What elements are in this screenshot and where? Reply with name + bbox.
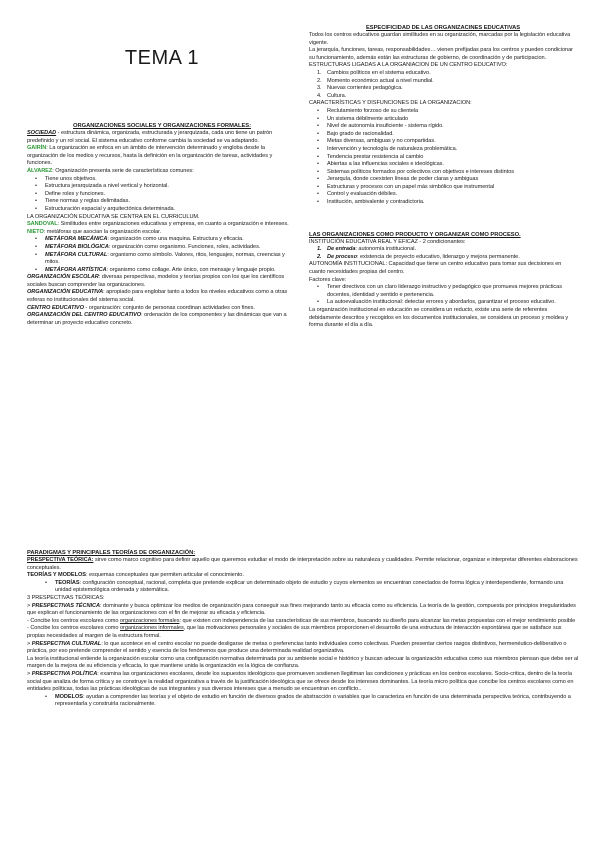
section-heading-producto-proceso: LAS ORGANIZACIONES COMO PRODUCTO Y ORGANIZAR COMO PROCESO.	[309, 231, 521, 238]
text-sandoval: : Similitudes entre organizaciones educativas y empresa, en cuanto a organización e intereses.	[57, 221, 289, 228]
paragraph: Todos los centros educativos guardan similitudes en su organización, marcadas por la legislación educativa vigente.	[309, 32, 571, 46]
text-metafora: : organización como una maquina. Estructura y eficacia.	[107, 236, 244, 243]
text-gairin: : La organización se enfoca en un ámbito de intervención determinado y engloba desde la organización de los medios y recursos, hasta la definición en la organización de tareas, actividades y funciones.	[27, 145, 273, 167]
text-condicionante: : autonomía institucional.	[355, 246, 417, 253]
list-factores	[309, 284, 577, 307]
term-cultural: PRESPECTIVA CULTURAL	[31, 640, 102, 647]
text-metafora: : organismo como collage. Arte único, con mensaje y lenguaje propio.	[106, 266, 276, 273]
list-item	[27, 267, 297, 275]
section-heading-organizaciones: ORGANIZACIONES SOCIALES Y ORGANIZACIONES FORMALES:	[73, 123, 251, 129]
term-metafora: METÁFORA MECÁNICA	[45, 236, 108, 243]
paragraph-curriculum: LA ORGANIZACIÓN EDUCATIVA SE CENTRA EN EL CURRICULUM.	[27, 213, 200, 220]
term-sociedad: SOCIEDAD	[27, 130, 57, 136]
term-tecnica: PRESPECTIVAS TÉCNICA	[31, 602, 100, 609]
prefix: >	[27, 670, 32, 677]
paragraph-sociedad	[27, 130, 297, 145]
paragraph-tres-perspectivas: 3 PRESPECTIVAS TEÓRICAS:	[27, 594, 105, 601]
term-teorias-item: TEORÍAS	[55, 579, 80, 586]
list-item-text: Cambios políticos en el sistema educativo.	[327, 69, 431, 76]
text-alvarez: : Organización presenta serie de características comunes:	[52, 167, 194, 174]
text-cultural: : lo que acontece en el centro escolar no puede desligarse de metas o preferencias tanto individuales como colectivas. Pueden presentar ciertos rasgos distintivos, hermenéutico-deliberativo o práctica, por eso pretende comprender el sentido y esencia de los fenómenos que produce una determinada realidad organizativa.	[27, 640, 567, 655]
text-nieto: : metáforas que asocian la organización escolar.	[43, 228, 162, 235]
text-condicionante: : existencia de proyecto educativo, liderazgo y mejora permanente.	[356, 253, 520, 260]
term-def: ORGANIZACIÓN DEL CENTRO EDUCATIVO	[27, 312, 142, 319]
term-metafora: METÁFORA ARTÍSTICA	[45, 266, 107, 273]
paragraph-perspectiva	[27, 557, 579, 572]
text-metafora: : organización como organismo. Funciones, roles, actividades.	[108, 243, 261, 250]
author-sandoval: SANDOVAL	[27, 221, 58, 228]
list-item-text: Cultura.	[327, 92, 347, 99]
list-item: • Define roles y funciones.	[27, 191, 297, 199]
text-teorias-item: : configuración conceptual, racional, completa que pretende explicar un determinado objeto de estudio y cuyos elementos se encuentran conectados de forma lógica y interdependiente, formando una unidad epistemológica ordenada y sistemática.	[55, 579, 564, 594]
list-item: • Nivel de autonomía insuficiente - sistema rígido.	[309, 123, 577, 131]
list-item: • Jerarquía, donde coexisten líneas de poder claras y ambiguas	[309, 176, 577, 184]
term-condicionante: De proceso	[327, 253, 357, 260]
list-number: 2.	[317, 253, 322, 260]
list-item	[27, 236, 297, 244]
list-item: 4. Cultura.	[317, 92, 347, 99]
text-perspectiva: sirve como marco cognitivo para definir aquello que queremos estudiar el modo de interpretación sobre su naturaleza y cualidades. Permite relacionar, organizar e interpretar diferentes elaboraciones conceptuales.	[27, 557, 578, 571]
text-def: : diversas perspectivas, modelos y teorías propios con los que los científicos sociales buscan comprender las organizaciones.	[27, 274, 285, 288]
list-item: • Estructura jerarquizada a nivel vertical y horizontal.	[27, 183, 297, 191]
list-item: 3. Nuevas corrientes pedagógica.	[317, 85, 403, 92]
paragraph-def	[27, 274, 297, 289]
list-item: • Tener directivos con un claro liderazgo instructivo y pedagógico que promueva mejores prácticas docentes, identidad y sentido e pertenencia.	[309, 284, 577, 299]
list-item-text: Nuevas corrientes pedagógica.	[327, 85, 403, 92]
author-gairin: GAIRÍN	[27, 145, 47, 152]
paragraph-cultural-2: La teoría institucional entiende la organización escolar como una configuración normativa determinada por su ambiente social e histórico y buscan adecuar la organización educativa como sus miembros piensan que debe ser al margen de la mejora de su eficiencia y eficacia, lo que mantiene unida la organización es la lógica de confianza.	[27, 655, 579, 670]
text-politica: : examina las organizaciones escolares, desde los supuestos ideológicos que promueven sostienen llegitiman las condiciones y prácticas en los centros escolares. Socio-critica, dentro de la teoría social que analiza de forma crítica y se construye la realidad organizativa a través de la justificación ideológica que se ofrece desde los intereses dominantes. La teoría micro política que concibe los centros escolares como en entidades políticas, todas las prácticas ideológicas de sus integrantes y sus diversos intereses que a menudo se encuentran en conflicto..	[27, 670, 574, 693]
text: : que existen con independencia de las características de sus miembros, buscando su diseño para alcanzar las metas propuestas con el mejor rendimiento posible	[179, 617, 576, 624]
author-nieto: NIETO	[27, 228, 44, 235]
list-item: • Un sistema débilmente articulado	[309, 116, 577, 124]
list-condicionantes	[309, 246, 577, 261]
document-title: TEMA 1	[124, 47, 200, 69]
term-def: CENTRO EDUCATIVO	[27, 304, 84, 311]
list-item: • Estructuras y procesos con un papel más simbólico que instrumental	[309, 184, 577, 192]
list-item	[27, 252, 297, 267]
list-item: • Estructuración espacial y arquitectónica determinada.	[27, 206, 297, 214]
term-metafora: METÁFORA BIOLÓGICA	[45, 243, 109, 250]
list-estructuras	[309, 70, 577, 100]
text: , que las motivaciones personales y sociales de sus miembros proporcionen el desarrollo de una estructura de interacción espontánea que se satisface sus propias necesidades al margen de la estructura formal.	[27, 625, 562, 639]
list-item: • Tendencia prestar resistencia al cambio	[309, 154, 577, 162]
list-item: • Intervención y tecnología de naturaleza problemática.	[309, 146, 577, 154]
paragraph-institucion: INSTITUCIÓN EDUCATIVA REAL Y EFICAZ - 2 condicionantes:	[309, 238, 466, 245]
term-def: ORGANIZACIÓN EDUCATIVA	[27, 289, 104, 296]
term-def: ORGANIZACIÓN ESCOLAR	[27, 274, 99, 281]
list-item: • Bajo grado de racionalidad.	[309, 131, 577, 139]
list-item	[27, 580, 579, 595]
list-item: • La autoevaluación institucional: detectar errores y abordarlos, garantizar el proceso educativo.	[309, 299, 577, 307]
paragraph-gairin	[27, 145, 297, 168]
prefix: >	[27, 602, 32, 609]
bottom-section	[27, 549, 579, 709]
underlined-term: organizaciones formales	[119, 617, 180, 624]
list-item: 2. Momento económico actual a nivel mundial.	[317, 77, 434, 84]
list-alvarez	[27, 176, 297, 214]
text: - Concibe los centros escolares como	[27, 617, 120, 624]
paragraph-conclusion: La organización institucional en educación se considera un reducto, existe una serie de referentes debidamente descritos y recogidos en los documentos institucionales, se considera un proceso y moldea y forma durante el día a día.	[309, 307, 569, 329]
paragraph-def	[27, 289, 297, 304]
list-item: • Institución, ambivalente y contradictoria.	[309, 199, 577, 207]
term-perspectiva: PRESPECTIVA TEÓRICA:	[27, 557, 94, 563]
list-item-text: Momento económico actual a nivel mundial.	[327, 77, 434, 84]
term-metafora: METÁFORA CULTURAL	[45, 251, 108, 258]
list-item: • Tiene normas y reglas delimitadas.	[27, 198, 297, 206]
list-metaforas	[27, 236, 297, 274]
paragraph-politica	[27, 671, 579, 694]
list-item: • Tiene unos objetivos.	[27, 176, 297, 184]
term-condicionante: De entrada	[327, 246, 356, 253]
term-politica: PRESPECTIVA POLÍTICA	[31, 670, 98, 677]
list-item	[27, 694, 579, 709]
list-item: • Metas diversas, ambiguas y no compartidas.	[309, 138, 577, 146]
text-teorias: : esquemas conceptuales que permiten articular el conocimiento.	[85, 572, 244, 579]
paragraph-disfunciones-title: CARACTERÍSTICAS Y DISFUNCIONES DE LA ORGANIZACION:	[309, 100, 472, 107]
list-item	[309, 246, 577, 254]
underlined-term: organizaciones informales	[119, 625, 184, 632]
text-sociedad: - estructura dinámica, organizada, estructurada y jerarquizada, cada uno tiene un patrón predefinido y un rol social. El sistema educativo conforme cambia la sociedad se va adaptando.	[27, 130, 273, 144]
text-def: : ordenación de los componentes y las dinámicas que van a determinar un proyecto educativo concreto.	[27, 312, 287, 326]
left-column	[27, 18, 297, 327]
list-disfunciones	[309, 108, 577, 207]
term-modelos: MODELOS	[55, 693, 83, 700]
paragraph-autonomia: AUTONOMÍA INSTITUCIONAL: Capacidad que tiene un centro educativo para tomar sus decisiones en cuanto necesidades propias del centro.	[309, 261, 562, 276]
paragraph-tecnica-3	[27, 625, 579, 640]
list-modelos	[27, 694, 579, 709]
paragraph: La jerarquía, funciones, tareas, responsabilidades… vienen prefijadas para los centros y pueden condicionar su funcionamiento, además están las estructuras de gobierno, de coordinación y de participacion.	[309, 47, 573, 61]
list-item	[309, 254, 577, 262]
paragraph-alvarez	[27, 168, 297, 176]
paragraph-sandoval	[27, 221, 297, 229]
list-item: • Control y evaluación débiles.	[309, 191, 577, 199]
prefix: >	[27, 640, 32, 647]
right-column	[309, 24, 577, 330]
paragraph-def	[27, 312, 297, 327]
list-teorias	[27, 580, 579, 595]
paragraph-teorias	[27, 572, 579, 580]
list-item: 1. Cambios políticos en el sistema educativo.	[317, 69, 431, 76]
paragraph-estructuras-title: ESTRUCTURAS LIGADAS A LA ORGANIACION DE UN CENTRO EDUCATIVO:	[309, 62, 508, 69]
author-alvarez: ÁLVAREZ	[27, 167, 53, 174]
list-number: 1.	[317, 246, 322, 253]
section-heading-paradigmas: PARADIGMAS Y PRINCIPALES TEORÍAS DE ORGANIZACIÓN:	[27, 550, 196, 556]
paragraph-tecnica-2	[27, 618, 579, 626]
term-teorias: TEORÍAS Y MODELOS	[27, 572, 86, 579]
list-item: • Sistemas políticos formados por colectivos con objetivos e intereses distintos	[309, 169, 577, 177]
text-modelos: : ayudan a comprender las teorías y el objeto de estudio en función de diversos grados de abstracción o variables que lo caracteriza en función de una determinada perspectiva teórica, contribuyendo a representarla y construirla racionalmente.	[55, 693, 571, 708]
text-def: - organización: conjunto de personas coordinan actividades con fines.	[83, 304, 255, 311]
section-heading-especificidad: ESPECIFICIDAD DE LAS ORGANIZACINES EDUCATIVAS	[365, 25, 521, 31]
text-def: : apropiado para englobar tanto a todos los niveles educativos como a otras esferas no institucionales del sistema social.	[27, 289, 288, 304]
list-item: • Abiertas a las influencias sociales e ideológicas.	[309, 161, 577, 169]
text-metafora: : organismo como símbolo. Valores, ritos, lenguajes, normas, creencias y mitos.	[45, 251, 285, 266]
list-item: • Reclutamiento forzoso de su clientela	[309, 108, 577, 116]
paragraph-tecnica	[27, 603, 579, 618]
text-tecnica: : dominante y busca optimizar los medios de organización para conseguir sus fines mejorando tanto su eficacia como su eficiencia. La teoría de la gestión, compuesta por principios irregularidades que explican el funcionamiento de las organizaciones con el fin de mejorar su eficacia y eficiencia.	[27, 602, 576, 617]
paragraph-factores: Factores clave:	[309, 276, 347, 283]
list-item	[27, 244, 297, 252]
text: - Concibe los centros escolares como	[27, 625, 120, 632]
paragraph-cultural	[27, 641, 579, 656]
